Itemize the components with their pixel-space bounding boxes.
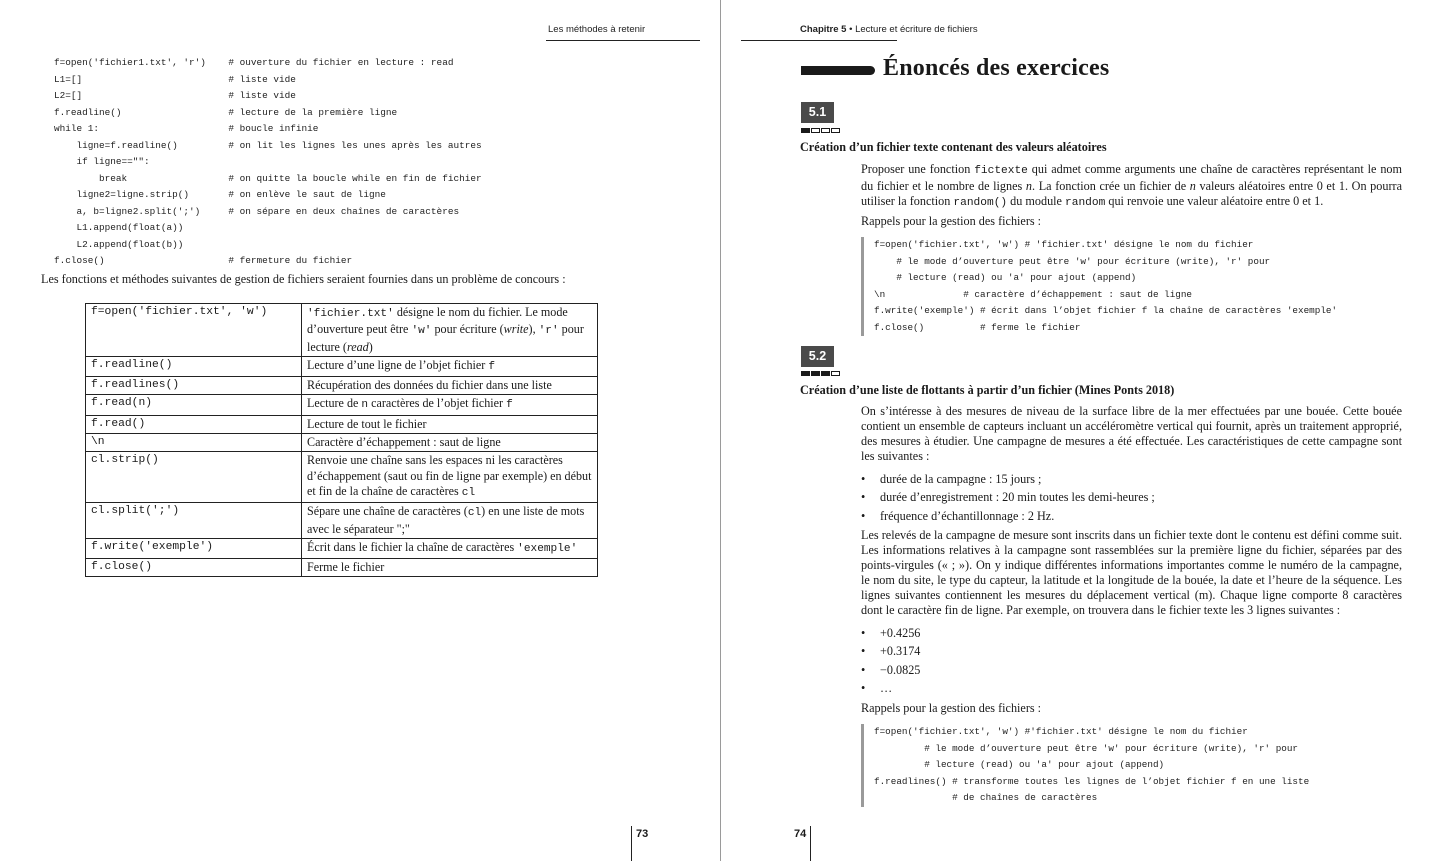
table-row xyxy=(86,395,598,415)
difficulty-indicator xyxy=(801,371,840,376)
table-row xyxy=(86,559,598,577)
page-number: 73 xyxy=(636,828,649,840)
code-block xyxy=(861,724,1309,807)
text-run: Caractère d’échappement : saut de ligne xyxy=(307,435,501,450)
characteristics-list xyxy=(861,470,1155,525)
text-run: write xyxy=(503,322,529,337)
function-cell: \n xyxy=(86,434,302,452)
table-row xyxy=(86,538,598,558)
code-line: f.readline() # lecture de la première ligne xyxy=(54,106,398,118)
text-run: Lecture de tout le fichier xyxy=(307,416,427,431)
difficulty-indicator xyxy=(801,128,840,133)
code-line: # le mode d’ouverture peut être 'w' pour écriture (write), 'r' pour xyxy=(924,742,1299,754)
text-run: valeurs aléatoires entre 0 et 1. On pourra utiliser la fonction xyxy=(861,179,1402,209)
table-row xyxy=(86,503,598,539)
function-cell: f.readline() xyxy=(86,356,302,376)
difficulty-square xyxy=(831,371,840,376)
function-cell: cl.strip() xyxy=(86,452,302,503)
text-run: 'w' xyxy=(411,325,432,338)
exercise-statement xyxy=(861,162,1402,211)
code-line: L1.append(float(a)) xyxy=(76,222,184,233)
text-run: qui renvoie une valeur aléatoire entre 0 et 1. xyxy=(1105,194,1324,209)
exercise-title: Création d’une liste de flottants à partir d’un fichier (Mines Ponts 2018) xyxy=(800,383,1175,397)
page-number: 74 xyxy=(794,828,807,840)
exercise-statement: On s’intéresse à des mesures de niveau de la surface libre de la mer effectuées par une bouée. Cette bouée contient un ensemble de capteurs incluant un accéléromètre vertical qui fournit, après un traitement approprié, des mesures à étudier. Une campagne de mesures a été effectuée. Les caractéristiques de cette campagne sont les suivantes : xyxy=(861,404,1402,464)
code-line: ligne=f.readline() # on lit les lignes les unes après les autres xyxy=(76,139,482,151)
code-line: f=open('fichier.txt', 'w') #'fichier.txt' désigne le nom du fichier xyxy=(874,726,1248,737)
description-cell xyxy=(302,415,598,433)
text-run: caractères de l’objet fichier xyxy=(368,396,507,411)
text-run: Lecture d’une ligne de l’objet fichier xyxy=(307,357,489,372)
header-rule xyxy=(741,40,897,41)
difficulty-square xyxy=(811,371,820,376)
chapter-separator: • xyxy=(846,24,856,35)
description-cell xyxy=(302,559,598,577)
table-row xyxy=(86,304,598,357)
code-line: f.close() # ferme le fichier xyxy=(874,321,1081,333)
text-run: Renvoie une chaîne sans les espaces ni les caractères d’échappement (saut ou fin de ligne par exemple) en début et fin de la chaîne de caractères xyxy=(307,453,592,498)
page-number-bar xyxy=(810,826,811,861)
running-head xyxy=(800,24,978,35)
code-block xyxy=(861,237,1337,336)
function-cell: f.readlines() xyxy=(86,377,302,395)
difficulty-square xyxy=(811,128,820,133)
code-line: ligne2=ligne.strip() # on enlève le saut de ligne xyxy=(76,189,386,200)
code-line: L2=[] # liste vide xyxy=(54,90,296,101)
exercise-title: Création d’un fichier texte contenant des valeurs aléatoires xyxy=(800,140,1107,154)
code-line: f.readlines() # transforme toutes les lignes de l’objet fichier f en une liste xyxy=(874,775,1310,787)
code-line: L1=[] # liste vide xyxy=(54,73,296,85)
text-run: ) xyxy=(368,339,373,354)
description-cell xyxy=(302,503,598,539)
file-description: Les relevés de la campagne de mesure sont inscrits dans un fichier texte dont le contenu est défini comme suit. Les informations relatives à la campagne sont rassemblées sur la première ligne du fichier, séparées par des points-virgules (« ; »). On y indique différentes informations importantes comme le numéro de la campagne, le nom du site, le type du capteur, la latitude et la longitude de la bouée, la date et l’heure de la séquence. Les lignes suivantes contiennent les mesures du déplacement vertical (m). Chaque ligne comporte 8 caractères dont le caractère fin de ligne. Par exemple, on trouvera dans le fichier texte les 3 lignes suivantes : xyxy=(861,528,1402,618)
list-item: • −0.0825 xyxy=(861,661,920,679)
code-line: if ligne=="": xyxy=(76,156,150,167)
text-run: . La fonction crée un fichier de xyxy=(1032,179,1190,194)
function-cell: cl.split(';') xyxy=(86,503,302,539)
text-run: 'r' xyxy=(538,325,559,338)
code-line: break # on quitte la boucle while en fin de fichier xyxy=(99,172,482,184)
text-run: 'fichier.txt' xyxy=(307,308,394,320)
table-row xyxy=(86,434,598,452)
code-text xyxy=(874,237,1337,336)
text-run: random() xyxy=(953,197,1008,210)
text-run: Écrit dans le fichier la chaîne de caractères xyxy=(307,539,518,554)
book-gutter xyxy=(720,0,721,861)
description-cell xyxy=(302,304,598,357)
sample-values-list xyxy=(861,624,920,698)
intro-paragraph: Les fonctions et méthodes suivantes de gestion de fichiers seraient fournies dans un problème de concours : xyxy=(41,272,566,286)
text-run: qui admet comme arguments une chaîne de caractères représentant le nom du fichier et le nombre de lignes xyxy=(861,162,1402,194)
description-cell xyxy=(302,538,598,558)
code-line: while 1: # boucle infinie xyxy=(54,123,319,134)
page-title: Énoncés des exercices xyxy=(883,55,1110,81)
function-cell: f.close() xyxy=(86,559,302,577)
difficulty-square xyxy=(821,128,830,133)
text-run: du module xyxy=(1007,194,1066,209)
text-run: ), xyxy=(528,322,539,337)
functions-table xyxy=(85,303,598,577)
text-run: fictexte xyxy=(974,165,1028,177)
chapter-label: Chapitre 5 xyxy=(800,24,847,35)
text-run: n xyxy=(361,399,369,412)
text-run: Sépare une chaîne de caractères ( xyxy=(307,504,468,519)
text-run: cl xyxy=(461,486,476,499)
code-line: f=open('fichier.txt', 'w') # 'fichier.txt' désigne le nom du fichier xyxy=(874,239,1254,250)
function-cell: f.read(n) xyxy=(86,395,302,415)
reminder-label: Rappels pour la gestion des fichiers : xyxy=(861,701,1042,715)
code-line: \n # caractère d’échappement : saut de ligne xyxy=(874,288,1193,300)
text-run: pour lecture ( xyxy=(307,322,584,354)
text-run: 'exemple' xyxy=(517,542,578,555)
reminder-label: Rappels pour la gestion des fichiers : xyxy=(861,214,1042,228)
table-row xyxy=(86,356,598,376)
list-item: • +0.4256 xyxy=(861,624,920,642)
code-line: # le mode d’ouverture peut être 'w' pour écriture (write), 'r' pour xyxy=(896,255,1271,267)
code-line: # lecture (read) ou 'a' pour ajout (append) xyxy=(896,272,1137,283)
running-head: Les méthodes à retenir xyxy=(548,24,646,35)
chapter-title: Lecture et écriture de fichiers xyxy=(855,24,978,35)
table-row xyxy=(86,377,598,395)
list-item: • fréquence d’échantillonnage : 2 Hz. xyxy=(861,507,1155,525)
text-run: Récupération des données du fichier dans une liste xyxy=(307,378,552,393)
text-run: Lecture de xyxy=(307,396,362,411)
code-line: f.write('exemple') # écrit dans l’objet fichier f la chaîne de caractères 'exemple' xyxy=(874,305,1338,316)
list-item: • … xyxy=(861,679,920,697)
text-run: random xyxy=(1065,197,1106,210)
code-block xyxy=(54,55,482,270)
code-line: # lecture (read) ou 'a' pour ajout (append) xyxy=(924,759,1165,770)
difficulty-square xyxy=(821,371,830,376)
text-run: Ferme le fichier xyxy=(307,560,385,575)
text-run: Proposer une fonction xyxy=(861,162,975,176)
description-cell xyxy=(302,377,598,395)
text-run: f xyxy=(488,360,496,373)
difficulty-square xyxy=(831,128,840,133)
table-row xyxy=(86,415,598,433)
difficulty-square xyxy=(801,128,810,133)
description-cell xyxy=(302,395,598,415)
title-bar xyxy=(801,66,875,75)
table-row xyxy=(86,452,598,503)
text-run: n xyxy=(1025,179,1033,194)
right-page xyxy=(722,0,1440,861)
code-line: f.close() # fermeture du fichier xyxy=(54,255,353,266)
function-cell: f.write('exemple') xyxy=(86,538,302,558)
exercise-number-badge: 5.1 xyxy=(801,102,834,123)
header-rule xyxy=(546,40,700,41)
code-line: a, b=ligne2.split(';') # on sépare en deux chaînes de caractères xyxy=(76,205,460,217)
description-cell xyxy=(302,356,598,376)
text-run: f xyxy=(506,399,513,412)
description-cell xyxy=(302,452,598,503)
code-line: L2.append(float(b)) xyxy=(76,238,184,250)
difficulty-square xyxy=(801,371,810,376)
text-run: désigne le nom du fichier. Le mode d’ouverture peut être xyxy=(307,305,568,337)
function-cell: f=open('fichier.txt', 'w') xyxy=(86,304,302,357)
code-line: # de chaînes de caractères xyxy=(874,792,1098,803)
list-item: • durée d’enregistrement : 20 min toutes les demi-heures ; xyxy=(861,488,1155,506)
code-line: f=open('fichier1.txt', 'r') # ouverture du fichier en lecture : read xyxy=(54,57,454,68)
text-run: pour écriture ( xyxy=(431,322,504,337)
list-item: • +0.3174 xyxy=(861,642,920,660)
code-text xyxy=(874,724,1309,807)
description-cell xyxy=(302,434,598,452)
function-cell: f.read() xyxy=(86,415,302,433)
text-run: ) en une liste de mots avec le séparateur ";" xyxy=(307,504,585,536)
text-run: n xyxy=(1189,179,1196,194)
list-item: • durée de la campagne : 15 jours ; xyxy=(861,470,1155,488)
text-run: cl xyxy=(467,507,482,520)
text-run: read xyxy=(346,339,369,354)
page-number-bar xyxy=(631,826,632,861)
exercise-number-badge: 5.2 xyxy=(801,346,834,367)
